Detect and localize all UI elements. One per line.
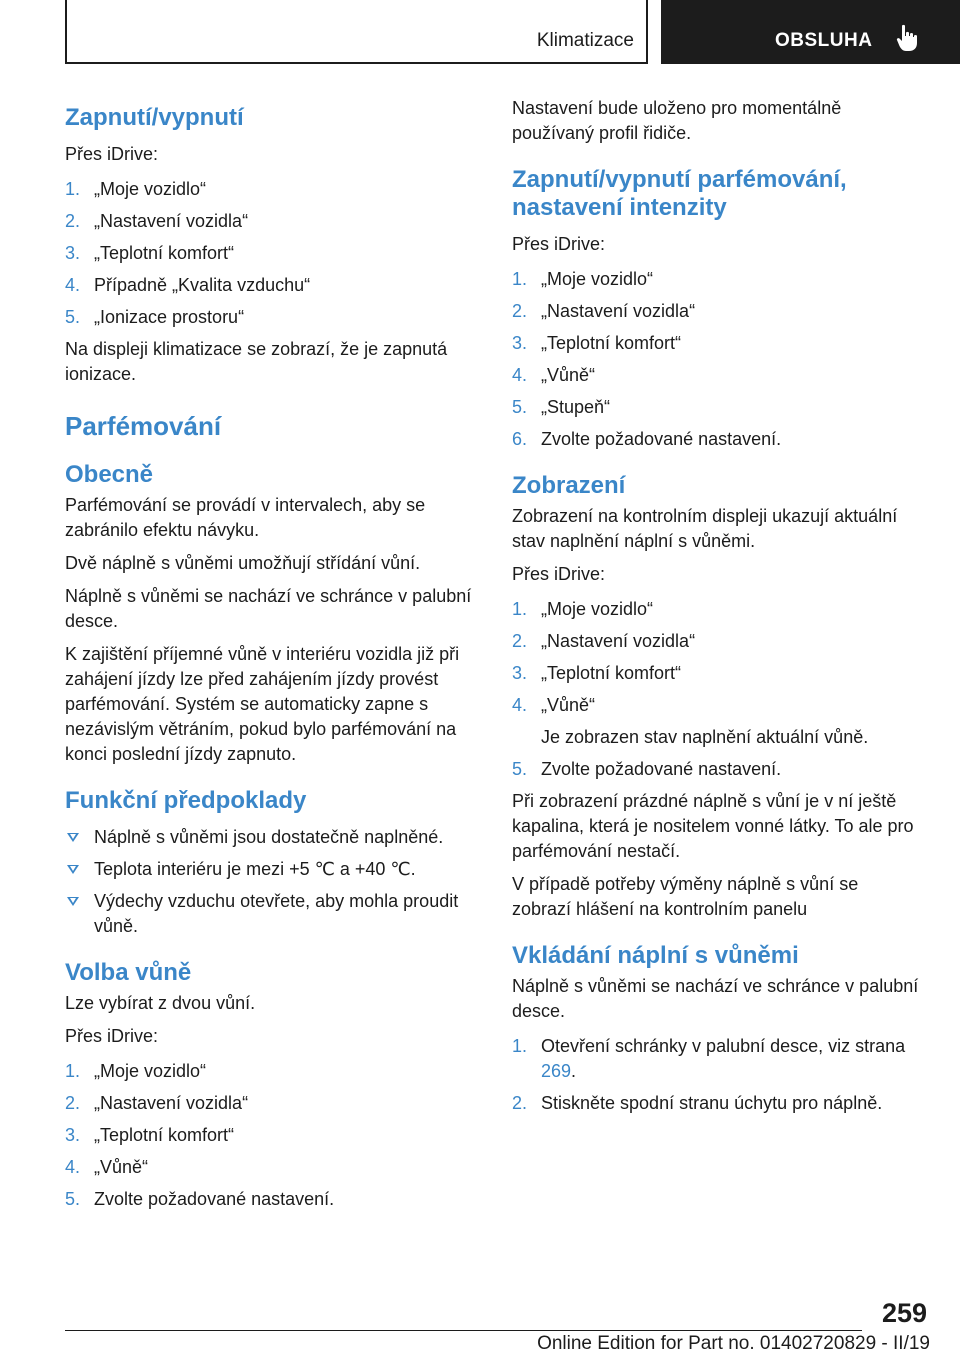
list-item: 3. „Teplotní komfort“ <box>65 243 235 263</box>
list-item: Výdechy vzduchu otevřete, aby mohla proudit vůně. <box>65 889 485 939</box>
via-idrive-text: Přes iDrive: <box>65 144 159 164</box>
triangle-bullet-icon <box>67 897 79 906</box>
triangle-bullet-icon <box>67 865 79 874</box>
list-item: 1. „Moje vozidlo“ <box>512 269 654 289</box>
heading-on-off: Zapnutí/vypnutí <box>65 104 244 131</box>
list-item: 1. „Moje vozidlo“ <box>65 179 207 199</box>
list-item: 2. „Nastavení vozidla“ <box>512 301 696 321</box>
heading-scent-choice: Volba vůně <box>65 959 192 986</box>
list-item: 4. „Vůně“ Je zobrazen stav naplnění aktuální vůně. <box>512 693 922 750</box>
scent-choice-text: Lze vybírat z dvou vůní. <box>65 993 256 1013</box>
left-column <box>65 96 485 1219</box>
triangle-bullet-icon <box>67 833 79 842</box>
via-idrive-text: Přes iDrive: <box>65 1026 159 1046</box>
list-item: Teplota interiéru je mezi +5 ℃ a +40 ℃. <box>65 857 485 882</box>
heading-insert-cartridges: Vkládání náplní s vůněmi <box>512 942 799 969</box>
steps-list-scent-choice <box>65 1059 485 1212</box>
list-item: 5. „Stupeň“ <box>512 397 611 417</box>
ionization-note: Na displeji klimatizace se zobrazí, že je zapnutá ionizace. <box>65 339 448 384</box>
footer-edition: Online Edition for Part no. 01402720829 - II/19 <box>537 1333 930 1354</box>
footer-divider <box>65 1330 862 1331</box>
list-item: 1. „Moje vozidlo“ <box>65 1061 207 1081</box>
list-item: 3. „Teplotní komfort“ <box>512 663 682 683</box>
right-column <box>512 96 922 1123</box>
steps-list-intensity <box>512 267 922 452</box>
header-chapter-box <box>65 0 648 64</box>
list-item: 1. „Moje vozidlo“ <box>512 599 654 619</box>
via-idrive-text: Přes iDrive: <box>512 234 606 254</box>
heading-display: Zobrazení <box>512 472 626 499</box>
heading-requirements: Funkční předpoklady <box>65 787 307 814</box>
general-paragraph-2: Dvě náplně s vůněmi umožňují střídání vůní. <box>65 553 421 573</box>
steps-list-insert <box>512 1034 922 1116</box>
general-paragraph-3: Náplně s vůněmi se nachází ve schránce v palubní desce. <box>65 586 472 631</box>
general-paragraph-1: Parfémování se provádí v intervalech, aby se zabránilo efektu návyku. <box>65 495 426 540</box>
section-tab <box>661 0 960 64</box>
list-item: Náplně s vůněmi jsou dostatečně naplněné. <box>65 825 485 850</box>
page-reference-link[interactable]: 269 <box>541 1061 572 1081</box>
list-item: 2. „Nastavení vozidla“ <box>512 631 696 651</box>
via-idrive-text: Přes iDrive: <box>512 564 606 584</box>
chapter-title: Klimatizace <box>536 30 634 51</box>
list-item: 3. „Teplotní komfort“ <box>65 1125 235 1145</box>
hand-pointer-icon <box>896 24 918 52</box>
heading-perfuming: Parfémování <box>65 411 222 441</box>
list-item: 2. Stiskněte spodní stranu úchytu pro náplně. <box>512 1093 883 1113</box>
page-number: 259 <box>881 1298 927 1328</box>
display-paragraph-2: Při zobrazení prázdné náplně s vůní je v ní ještě kapalina, která je nositelem vonné látky. To ale pro parfémování nestačí. <box>512 791 914 861</box>
step-sub-note: Je zobrazen stav naplnění aktuální vůně. <box>541 727 869 747</box>
list-item: 3. „Teplotní komfort“ <box>512 333 682 353</box>
general-paragraph-4: K zajištění příjemné vůně v interiéru vozidla již při zahájení jízdy lze před zahájením jízdy provést parfémování. Systém se automaticky zapne s nezávislým větráním, pokud bylo parfémování na konci poslední jízdy zapnuto. <box>65 644 460 764</box>
insert-paragraph: Náplně s vůněmi se nachází ve schránce v palubní desce. <box>512 976 919 1021</box>
list-item: 4. „Vůně“ <box>65 1157 149 1177</box>
list-item: 5. Zvolte požadované nastavení. <box>512 759 782 779</box>
steps-list-ionization <box>65 177 485 330</box>
list-item: 1. Otevření schránky v palubní desce, viz strana 269. <box>512 1036 906 1081</box>
list-item: 2. „Nastavení vozidla“ <box>65 211 249 231</box>
list-item: 2. „Nastavení vozidla“ <box>65 1093 249 1113</box>
list-item: 5. Zvolte požadované nastavení. <box>65 1189 335 1209</box>
display-paragraph: Zobrazení na kontrolním displeji ukazují aktuální stav naplnění náplní s vůněmi. <box>512 506 898 551</box>
steps-list-display <box>512 597 922 782</box>
requirements-list <box>65 825 485 939</box>
list-item: 4. Případně „Kvalita vzduchu“ <box>65 275 311 295</box>
heading-general: Obecně <box>65 461 154 488</box>
list-item: 5. „Ionizace prostoru“ <box>65 307 245 327</box>
list-item: 6. Zvolte požadované nastavení. <box>512 429 782 449</box>
section-title: OBSLUHA <box>775 30 873 51</box>
heading-perfuming-intensity: Zapnutí/vypnutí parfémování, nastavení intenzity <box>512 166 847 221</box>
profile-note: Nastavení bude uloženo pro momentálně používaný profil řidiče. <box>512 98 842 143</box>
list-item: 4. „Vůně“ <box>512 365 596 385</box>
display-paragraph-3: V případě potřeby výměny náplně s vůní se zobrazí hlášení na kontrolním panelu <box>512 874 859 919</box>
